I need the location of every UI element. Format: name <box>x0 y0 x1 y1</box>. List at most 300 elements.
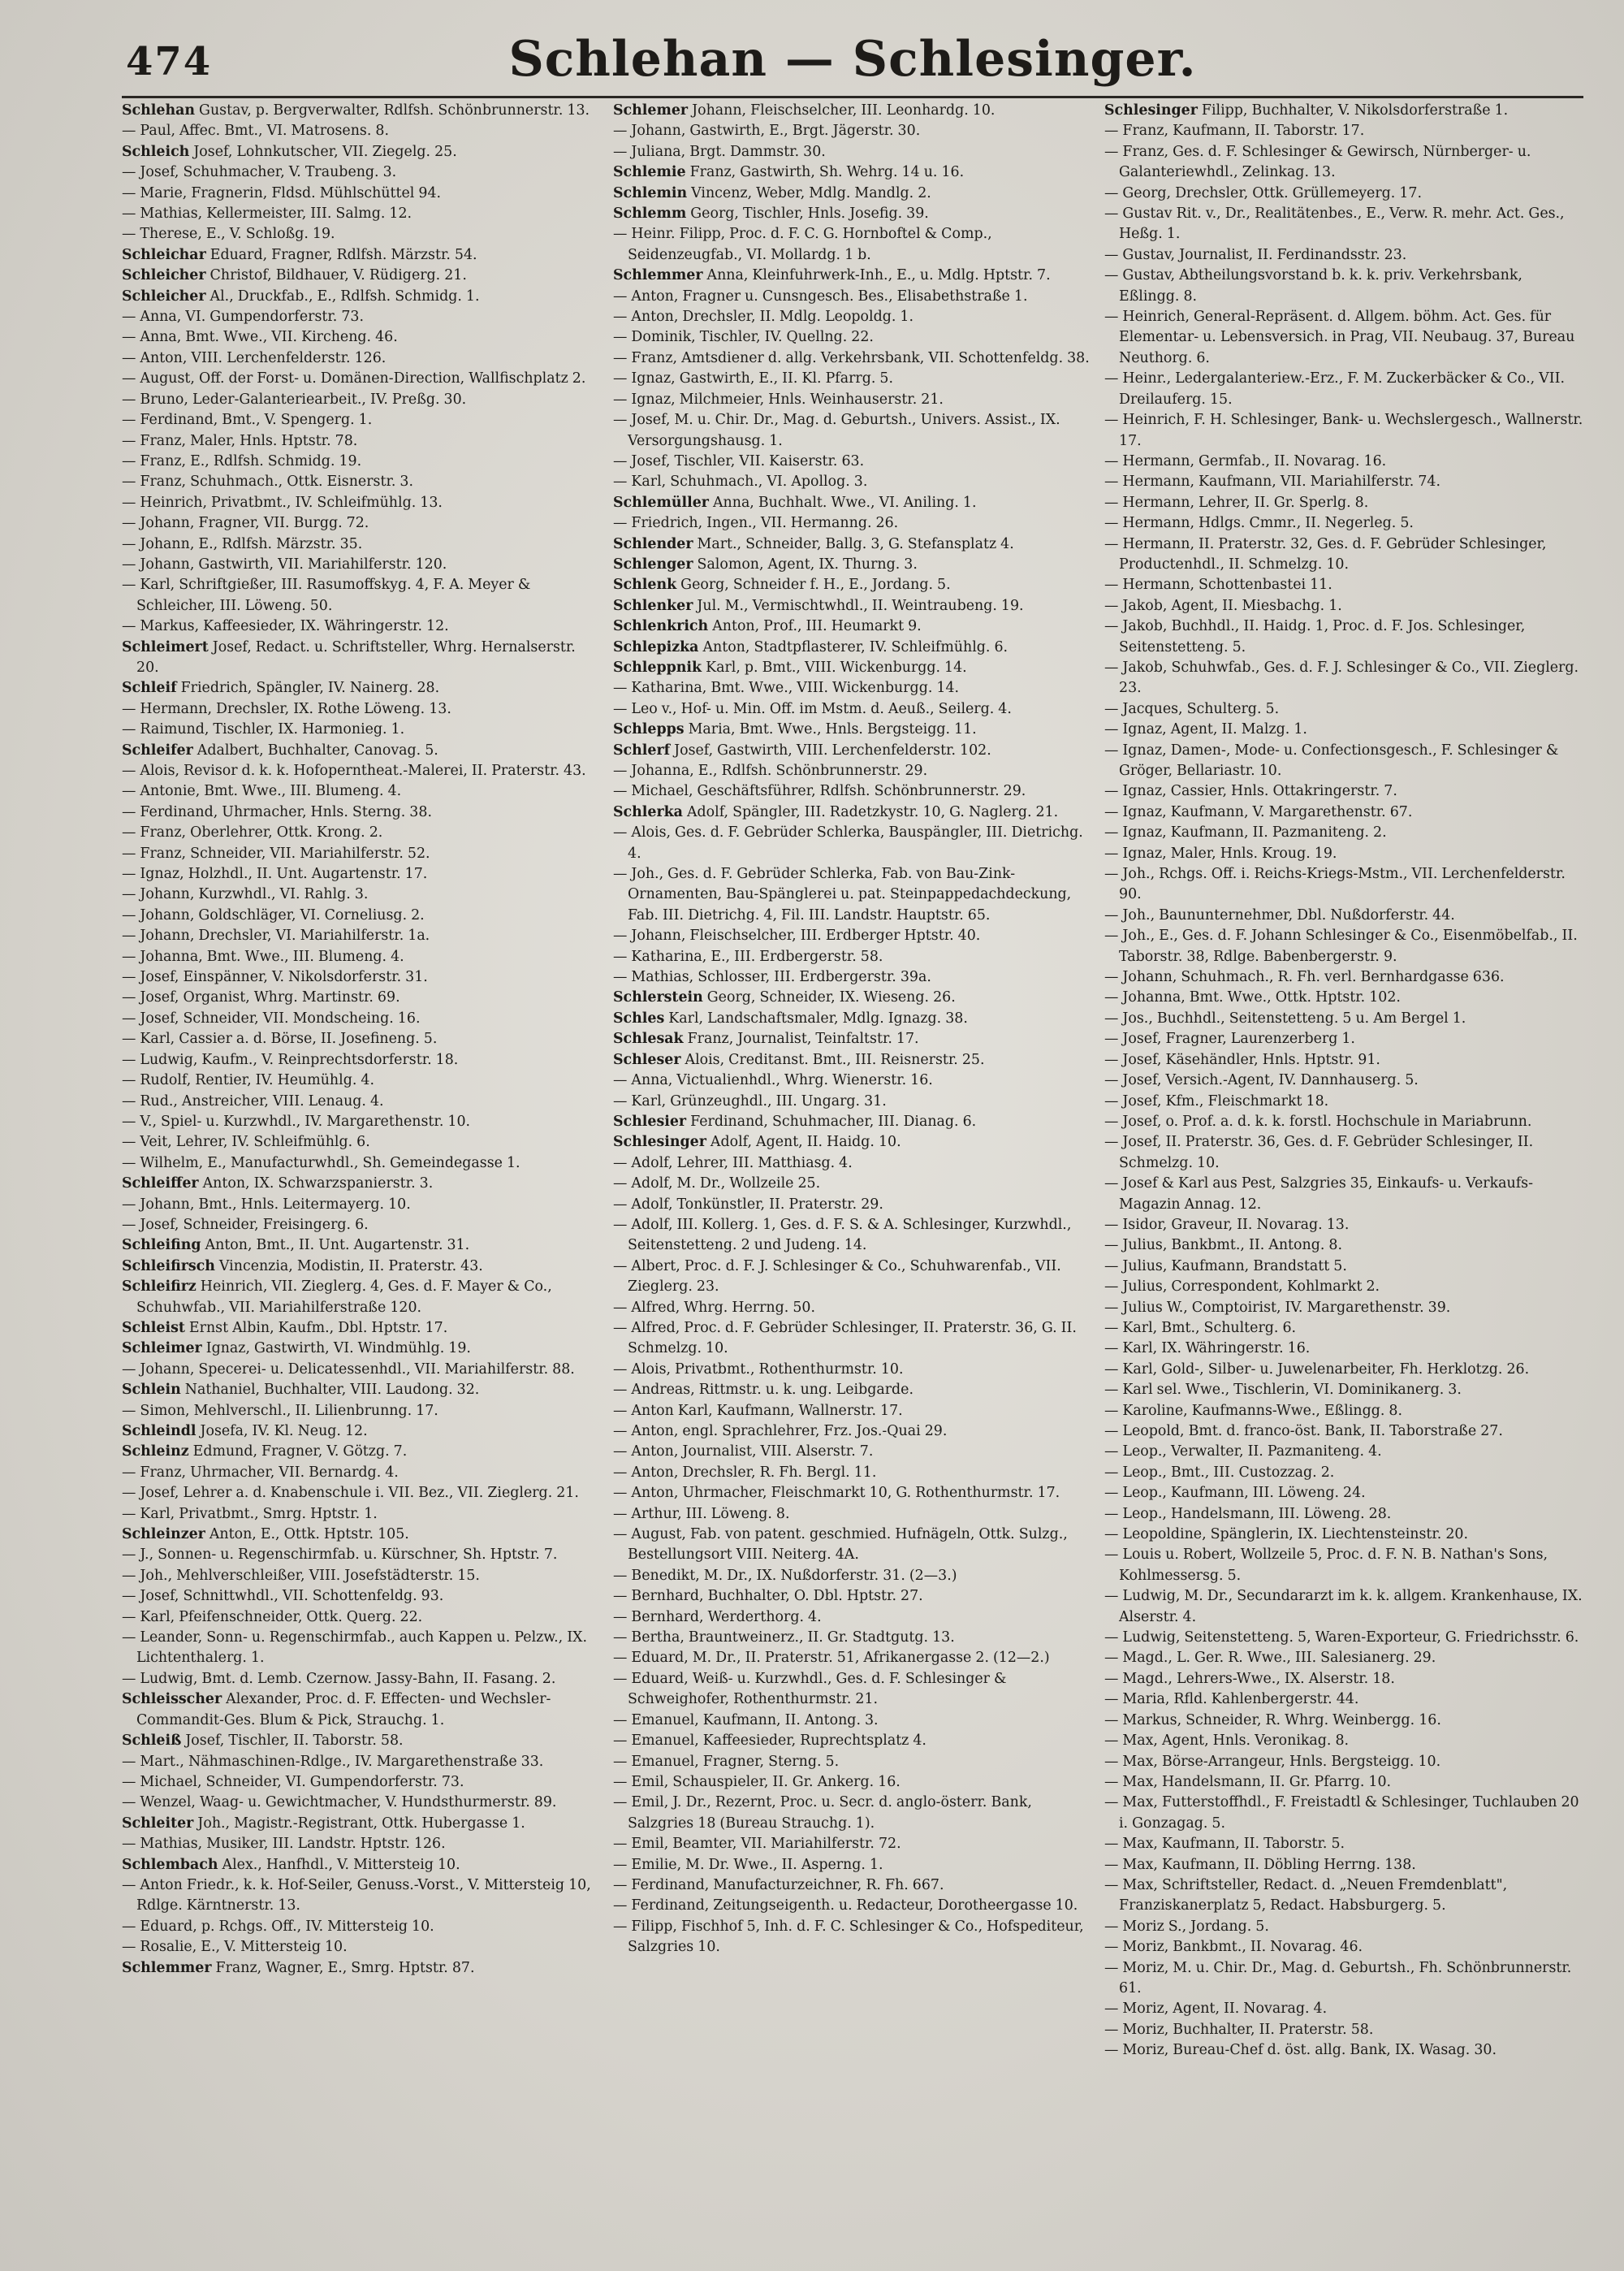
directory-entry <box>613 1834 1092 1854</box>
directory-entry <box>122 1318 601 1339</box>
directory-entry <box>1104 1050 1583 1071</box>
directory-entry <box>122 1360 601 1380</box>
directory-entry <box>1104 575 1583 595</box>
entry-text: — Ignaz, Kaufmann, V. Margarethenstr. 67. <box>1104 803 1413 820</box>
directory-entry <box>1104 1235 1583 1256</box>
directory-entry <box>122 1257 601 1277</box>
entry-text: Anna, Buchhalt. Wwe., VI. Aniling. 1. <box>708 494 977 511</box>
entry-text: — Gustav Rit. v., Dr., Realitätenbes., E., Verw. R. mehr. Act. Ges., Heßg. 1. <box>1104 205 1565 243</box>
directory-entry <box>613 184 1092 204</box>
entry-text: Maria, Bmt. Wwe., Hnls. Bergsteigg. 11. <box>684 721 977 738</box>
entry-text: — Franz, Kaufmann, II. Taborstr. 17. <box>1104 123 1365 140</box>
entry-text: — Karl, Pfeifenschneider, Ottk. Querg. 22. <box>122 1608 423 1625</box>
directory-entry <box>613 307 1092 327</box>
entry-text: — August, Off. der Forst- u. Domänen-Direction, Wallfischplatz 2. <box>122 370 586 387</box>
directory-entry <box>1104 307 1583 369</box>
directory-entry <box>613 638 1092 658</box>
entry-text: — Josef, Versich.-Agent, IV. Dannhauserg. 5. <box>1104 1072 1419 1089</box>
entry-columns <box>122 101 1583 2261</box>
entry-text: — Wilhelm, E., Manufacturwhdl., Sh. Gemeindegasse 1. <box>122 1154 520 1171</box>
directory-entry <box>1104 1401 1583 1421</box>
entry-text: — Heinrich, F. H. Schlesinger, Bank- u. Wechslergesch., Wallnerstr. 17. <box>1104 412 1583 449</box>
directory-entry <box>1104 1112 1583 1132</box>
directory-entry <box>1104 864 1583 906</box>
directory-entry <box>122 121 601 141</box>
entry-text: — Josef, Käsehändler, Hnls. Hptstr. 91. <box>1104 1051 1380 1068</box>
entry-text: — Julius, Correspondent, Kohlmarkt 2. <box>1104 1278 1380 1296</box>
running-head: Schlehan — Schlesinger. <box>508 31 1197 88</box>
entry-surname: Schleimert <box>122 638 209 655</box>
entry-surname: Schleifirz <box>122 1278 197 1296</box>
entry-text: — Alois, Revisor d. k. k. Hofoperntheat.-Malerei, II. Praterstr. 43. <box>122 763 586 779</box>
directory-entry <box>122 1834 601 1854</box>
entry-text: — Anton, Fragner u. Cunsngesch. Bes., Elisabethstraße 1. <box>613 288 1028 305</box>
directory-entry <box>613 452 1092 472</box>
entry-text: — Anton, VIII. Lerchenfelderstr. 126. <box>122 349 387 366</box>
entry-text: — Friedrich, Ingen., VII. Hermanng. 26. <box>613 515 899 532</box>
directory-entry <box>122 307 601 327</box>
entry-text: — Mart., Nähmaschinen-Rdlge., IV. Margarethenstraße 33. <box>122 1753 544 1770</box>
directory-entry <box>613 1711 1092 1731</box>
directory-entry <box>1104 1875 1583 1917</box>
directory-entry <box>1104 204 1583 245</box>
entry-text: — Ferdinand, Zeitungseigenth. u. Redacteur, Dorotheergasse 10. <box>613 1897 1078 1914</box>
directory-entry <box>1104 1772 1583 1793</box>
directory-entry <box>613 1504 1092 1525</box>
entry-text: — Ignaz, Maler, Hnls. Kroug. 19. <box>1104 845 1337 862</box>
entry-text: — Markus, Schneider, R. Whrg. Weinbergg. 16. <box>1104 1711 1441 1728</box>
entry-surname: Schleifing <box>122 1237 201 1254</box>
directory-entry <box>122 410 601 430</box>
directory-entry <box>122 1628 601 1669</box>
directory-entry <box>122 513 601 534</box>
directory-entry <box>1104 926 1583 967</box>
directory-entry <box>1104 410 1583 452</box>
entry-text: — Karl, Schuhmach., VI. Apollog. 3. <box>613 474 868 491</box>
entry-surname: Schlerka <box>613 803 683 820</box>
directory-entry <box>1104 1071 1583 1091</box>
directory-entry <box>122 802 601 823</box>
directory-entry <box>613 162 1092 183</box>
directory-entry <box>122 1112 601 1132</box>
entry-text: — Franz, Schneider, VII. Mariahilferstr. 52. <box>122 845 430 862</box>
directory-entry <box>122 906 601 926</box>
entry-text: Johann, Fleischselcher, III. Leonhardg. 10. <box>688 102 996 119</box>
entry-text: — Rudolf, Rentier, IV. Heumühlg. 4. <box>122 1072 374 1089</box>
entry-text: — Josef, Kfm., Fleischmarkt 18. <box>1104 1092 1329 1110</box>
entry-text: — Simon, Mehlverschl., II. Lilienbrunng. 17. <box>122 1402 438 1419</box>
entry-text: — Moriz, Bureau-Chef d. öst. allg. Bank, IX. Wasag. 30. <box>1104 2042 1497 2059</box>
entry-text: Adolf, Spängler, III. Radetzkystr. 10, G. Naglerg. 21. <box>682 803 1059 820</box>
entry-text: — Josef, Lehrer a. d. Knabenschule i. VII. Bez., VII. Zieglerg. 21. <box>122 1485 579 1502</box>
entry-text: — Adolf, M. Dr., Wollzeile 25. <box>613 1175 821 1192</box>
entry-text: — Alfred, Whrg. Herrng. 50. <box>613 1299 815 1316</box>
entry-text: — Heinr., Ledergalanteriew.-Erz., F. M. Zuckerbäcker & Co., VII. Dreilauferg. 15. <box>1104 370 1566 408</box>
directory-entry <box>613 1875 1092 1896</box>
directory-entry <box>1104 1092 1583 1112</box>
directory-entry <box>613 864 1092 926</box>
entry-text: — Heinr. Filipp, Proc. d. F. C. G. Hornboftel & Comp., Seidenzeugfab., VI. Mollardg. 1 b. <box>613 226 992 263</box>
directory-entry <box>1104 1689 1583 1710</box>
entry-text: — Jacques, Schulterg. 5. <box>1104 700 1280 717</box>
directory-entry <box>122 678 601 699</box>
directory-entry <box>122 1917 601 1937</box>
entry-text: — Mathias, Musiker, III. Landstr. Hptstr. 126. <box>122 1836 446 1853</box>
entry-surname: Schlehan <box>122 102 196 119</box>
directory-entry <box>122 864 601 885</box>
directory-entry <box>613 1360 1092 1380</box>
entry-text: — Isidor, Graveur, II. Novarag. 13. <box>1104 1216 1350 1233</box>
directory-entry <box>1104 741 1583 782</box>
directory-entry <box>613 1153 1092 1174</box>
entry-text: — Juliana, Brgt. Dammstr. 30. <box>613 143 826 160</box>
entry-text: — Emil, Beamter, VII. Mariahilferstr. 72. <box>613 1836 901 1853</box>
entry-text: Vincenz, Weber, Mdlg. Mandlg. 2. <box>687 184 931 201</box>
directory-entry <box>122 1875 601 1917</box>
directory-entry <box>122 1937 601 1957</box>
entry-surname: Schleichar <box>122 246 206 263</box>
directory-entry <box>613 802 1092 823</box>
entry-text: — Eduard, M. Dr., II. Praterstr. 51, Afrikanergasse 2. (12—2.) <box>613 1650 1050 1667</box>
entry-text: — Josef, Schuhmacher, V. Traubeng. 3. <box>122 164 397 181</box>
entry-text: — Ignaz, Damen-, Mode- u. Confectionsgesch., F. Schlesinger & Gröger, Bellariastr. 10. <box>1104 742 1559 779</box>
directory-entry <box>613 472 1092 492</box>
entry-text: — Bruno, Leder-Galanteriearbeit., IV. Preßg. 30. <box>122 391 467 408</box>
entry-text: — Mathias, Schlosser, III. Erdbergerstr. 39a. <box>613 969 931 986</box>
directory-entry <box>613 1917 1092 1958</box>
entry-text: — Katharina, E., III. Erdbergerstr. 58. <box>613 948 883 965</box>
directory-entry <box>122 1566 601 1586</box>
entry-text: — Joh., Rchgs. Off. i. Reichs-Kriegs-Mstm., VII. Lerchenfelderstr. 90. <box>1104 866 1566 903</box>
directory-entry <box>122 162 601 183</box>
entry-text: — Joh., E., Ges. d. F. Johann Schlesinger & Co., Eisenmöbelfab., II. Taborstr. 38, Rdlge. Babenbergerstr. 9. <box>1104 928 1578 965</box>
directory-entry <box>613 390 1092 410</box>
entry-text: — Josef, o. Prof. a. d. k. k. forstl. Hochschule in Mariabrunn. <box>1104 1113 1532 1130</box>
entry-surname: Schlerf <box>613 742 671 759</box>
entry-surname: Schleinz <box>122 1443 189 1460</box>
entry-text: — Veit, Lehrer, IV. Schleifmühlg. 6. <box>122 1134 370 1151</box>
directory-entry <box>1104 967 1583 988</box>
entry-text: — Georg, Drechsler, Ottk. Grüllemeyerg. 17. <box>1104 184 1423 201</box>
entry-text: — Therese, E., V. Schloßg. 19. <box>122 226 335 243</box>
entry-text: — Wenzel, Waag- u. Gewichtmacher, V. Hundsthurmerstr. 89. <box>122 1794 557 1811</box>
entry-text: — Johann, Goldschläger, VI. Corneliusg. 2. <box>122 906 425 924</box>
entry-text: — Karl, Gold-, Silber- u. Juwelenarbeiter, Fh. Herklotzg. 26. <box>1104 1360 1530 1378</box>
entry-text: — Gustav, Journalist, II. Ferdinandsstr. 23. <box>1104 246 1407 263</box>
directory-entry <box>1104 1958 1583 2000</box>
entry-text: — Ignaz, Agent, II. Malzg. 1. <box>1104 721 1307 738</box>
directory-entry <box>122 142 601 162</box>
entry-text: — Ignaz, Holzhdl., II. Unt. Augartenstr. 17. <box>122 866 428 883</box>
entry-text: — Adolf, Lehrer, III. Matthiasg. 4. <box>613 1154 853 1171</box>
entry-text: — V., Spiel- u. Kurzwhdl., IV. Margarethenstr. 10. <box>122 1113 471 1130</box>
entry-surname: Schlesak <box>613 1031 684 1048</box>
entry-text: — Josef, II. Praterstr. 36, Ges. d. F. Gebrüder Schlesinger, II. Schmelzg. 10. <box>1104 1134 1534 1171</box>
entry-text: — Arthur, III. Löweng. 8. <box>613 1505 790 1522</box>
entry-text: Nathaniel, Buchhalter, VIII. Laudong. 32. <box>180 1382 480 1399</box>
entry-text: — Dominik, Tischler, IV. Quellng. 22. <box>613 329 874 346</box>
entry-surname: Schleicher <box>122 288 206 305</box>
entry-text: — Ludwig, Seitenstetteng. 5, Waren-Exporteur, G. Friedrichsstr. 6. <box>1104 1629 1579 1646</box>
directory-entry <box>613 1586 1092 1607</box>
directory-entry <box>1104 245 1583 266</box>
entry-text: — Josef, Schneider, VII. Mondscheing. 16. <box>122 1010 421 1027</box>
directory-entry <box>613 1525 1092 1566</box>
entry-text: — Emanuel, Fragner, Sterng. 5. <box>613 1753 840 1770</box>
entry-text: — Johann, Fragner, VII. Burgg. 72. <box>122 515 369 532</box>
directory-entry <box>122 204 601 224</box>
entry-text: — Karl sel. Wwe., Tischlerin, VI. Dominikanerg. 3. <box>1104 1382 1462 1399</box>
directory-entry <box>613 513 1092 534</box>
directory-entry <box>613 1215 1092 1257</box>
directory-entry <box>613 1112 1092 1132</box>
directory-entry <box>613 761 1092 781</box>
entry-surname: Schleimer <box>122 1340 202 1357</box>
entry-surname: Schlemin <box>613 184 688 201</box>
directory-entry <box>122 1235 601 1256</box>
entry-text: — Josef, Schneider, Freisingerg. 6. <box>122 1216 369 1233</box>
entry-text: — Filipp, Fischhof 5, Inh. d. F. C. Schlesinger & Co., Hofspediteur, Salzgries 10. <box>613 1918 1084 1956</box>
entry-text: — Katharina, Bmt. Wwe., VIII. Wickenburgg. 14. <box>613 680 960 697</box>
entry-text: — Johann, Gastwirth, E., Brgt. Jägerstr. 30. <box>613 123 921 140</box>
entry-text: Eduard, Fragner, Rdlfsh. Märzstr. 54. <box>205 246 477 263</box>
directory-entry <box>1104 906 1583 926</box>
directory-entry <box>122 555 601 575</box>
entry-text: — Joh., Mehlverschleißer, VIII. Josefstädterstr. 15. <box>122 1567 480 1584</box>
entry-text: — Karoline, Kaufmanns-Wwe., Eßlingg. 8. <box>1104 1402 1403 1419</box>
directory-entry <box>122 638 601 679</box>
directory-entry <box>1104 1628 1583 1648</box>
entry-surname: Schleiter <box>122 1815 194 1832</box>
directory-entry <box>613 1442 1092 1462</box>
directory-entry <box>122 1504 601 1525</box>
directory-entry <box>122 1689 601 1731</box>
entry-text: Karl, p. Bmt., VIII. Wickenburgg. 14. <box>702 659 967 676</box>
entry-surname: Schleinzer <box>122 1526 205 1543</box>
directory-entry <box>613 1607 1092 1628</box>
directory-entry <box>1104 844 1583 864</box>
entry-surname: Schlemie <box>613 164 686 181</box>
entry-surname: Schlein <box>122 1382 181 1399</box>
column-3 <box>1104 101 1583 2261</box>
entry-text: — Julius, Kaufmann, Brandstatt 5. <box>1104 1257 1347 1274</box>
entry-text: — Karl, Privatbmt., Smrg. Hptstr. 1. <box>122 1505 378 1522</box>
directory-entry <box>1104 184 1583 204</box>
directory-entry <box>122 1153 601 1174</box>
entry-text: — Bernhard, Werderthorg. 4. <box>613 1608 822 1625</box>
entry-text: — Julius, Bankbmt., II. Antong. 8. <box>1104 1237 1342 1254</box>
entry-surname: Schlepizka <box>613 638 699 655</box>
entry-text: — Marie, Fragnerin, Fldsd. Mühlschüttel 94. <box>122 184 442 201</box>
entry-text: — Ignaz, Gastwirth, E., II. Kl. Pfarrg. 5. <box>613 370 893 387</box>
directory-entry <box>613 142 1092 162</box>
entry-text: — Joh., Ges. d. F. Gebrüder Schlerka, Fab. von Bau-Zink-Ornamenten, Bau-Spänglerei u. pat. Steinpappedachdeckung, Fab. III. Dietrichg. 4, Fil. III. Landstr. Hauptstr. 65. <box>613 866 1072 924</box>
directory-entry <box>1104 1586 1583 1628</box>
entry-text: Josef, Gastwirth, VIII. Lerchenfelderstr. 102. <box>670 742 991 759</box>
directory-entry <box>613 1669 1092 1711</box>
entry-surname: Schlender <box>613 535 693 552</box>
entry-text: Anton, Stadtpflasterer, IV. Schleifmühlg. 6. <box>698 638 1009 655</box>
directory-entry <box>122 534 601 555</box>
entry-text: Adolf, Agent, II. Haidg. 10. <box>706 1134 901 1151</box>
directory-entry <box>1104 369 1583 410</box>
entry-text: — Anton, Uhrmacher, Fleischmarkt 10, G. Rothenthurmstr. 17. <box>613 1485 1060 1502</box>
entry-text: — Moriz S., Jordang. 5. <box>1104 1918 1269 1935</box>
directory-entry <box>1104 1442 1583 1462</box>
entry-text: — Paul, Affec. Bmt., VI. Matrosens. 8. <box>122 123 389 140</box>
entry-text: Anton, E., Ottk. Hptstr. 105. <box>205 1526 409 1543</box>
page-number: 474 <box>126 39 213 84</box>
directory-entry <box>122 1814 601 1834</box>
entry-surname: Schleppnik <box>613 659 702 676</box>
entry-text: — Max, Futterstoffhdl., F. Freistadtl & Schlesinger, Tuchlauben 20 i. Gonzagag. 5. <box>1104 1794 1579 1832</box>
entry-surname: Schlemmer <box>613 267 703 284</box>
entry-text: — Anton, Drechsler, II. Mdlg. Leopoldg. 1. <box>613 309 914 326</box>
entry-text: — Johanna, Bmt. Wwe., Ottk. Hptstr. 102. <box>1104 989 1401 1006</box>
directory-entry <box>613 348 1092 369</box>
entry-surname: Schlesier <box>613 1113 687 1130</box>
directory-entry <box>613 327 1092 348</box>
directory-entry <box>613 555 1092 575</box>
entry-text: Karl, Landschaftsmaler, Mdlg. Ignazg. 38. <box>664 1010 968 1027</box>
entry-surname: Schleicher <box>122 267 206 284</box>
entry-text: — Leop., Kaufmann, III. Löweng. 24. <box>1104 1485 1366 1502</box>
directory-entry <box>122 1401 601 1421</box>
entry-text: — Max, Börse-Arrangeur, Hnls. Bergsteigg. 10. <box>1104 1753 1441 1770</box>
directory-entry <box>1104 1483 1583 1503</box>
entry-surname: Schlemer <box>613 102 689 119</box>
entry-text: Filipp, Buchhalter, V. Nikolsdorferstraße 1. <box>1197 102 1509 119</box>
entry-text: — Ignaz, Cassier, Hnls. Ottakringerstr. 7. <box>1104 783 1397 800</box>
directory-entry <box>613 741 1092 761</box>
directory-entry <box>1104 823 1583 843</box>
entry-text: Josef, Redact. u. Schriftsteller, Whrg. Hernalserstr. 20. <box>136 638 576 676</box>
entry-text: — Franz, Schuhmach., Ottk. Eisnerstr. 3. <box>122 474 414 491</box>
entry-surname: Schlenkrich <box>613 618 709 635</box>
entry-text: — Mathias, Kellermeister, III. Salmg. 12. <box>122 205 412 223</box>
directory-entry <box>122 1731 601 1751</box>
entry-surname: Schlemmer <box>122 1959 212 1976</box>
entry-text: — Hermann, Hdlgs. Cmmr., II. Negerleg. 5. <box>1104 515 1414 532</box>
entry-text: — Jakob, Schuhwfab., Ges. d. F. J. Schlesinger & Co., VII. Zieglerg. 23. <box>1104 659 1579 697</box>
entry-text: — Johann, Drechsler, VI. Mariahilferstr. 1a. <box>122 928 430 945</box>
directory-entry <box>1104 1731 1583 1751</box>
entry-text: — Anna, Bmt. Wwe., VII. Kircheng. 46. <box>122 329 398 346</box>
directory-entry <box>122 844 601 864</box>
directory-entry <box>122 1050 601 1071</box>
directory-entry <box>613 1648 1092 1668</box>
directory-entry <box>613 534 1092 555</box>
entry-text: — Johann, Kurzwhdl., VI. Rahlg. 3. <box>122 886 369 903</box>
entry-text: — Ferdinand, Uhrmacher, Hnls. Sterng. 38. <box>122 803 432 820</box>
directory-entry <box>1104 142 1583 184</box>
directory-entry <box>1104 1545 1583 1586</box>
entry-text: Georg, Schneider f. H., E., Jordang. 5. <box>676 577 951 594</box>
entry-text: Alexander, Proc. d. F. Effecten- und Wechsler-Commandit-Ges. Blum & Pick, Strauchg. 1. <box>136 1691 551 1728</box>
directory-entry <box>122 1277 601 1318</box>
page-header <box>126 31 1579 104</box>
entry-text: — Joh., Baununternehmer, Dbl. Nußdorferstr. 44. <box>1104 906 1455 924</box>
directory-entry <box>122 1607 601 1628</box>
entry-text: — Josef & Karl aus Pest, Salzgries 35, Einkaufs- u. Verkaufs-Magazin Annag. 12. <box>1104 1175 1533 1213</box>
entry-text: — Moriz, Bankbmt., II. Novarag. 46. <box>1104 1939 1363 1956</box>
directory-entry <box>1104 1711 1583 1731</box>
entry-surname: Schleiffer <box>122 1175 199 1192</box>
entry-text: — Hermann, Germfab., II. Novarag. 16. <box>1104 452 1387 469</box>
directory-entry <box>613 575 1092 595</box>
entry-text: — Leo v., Hof- u. Min. Off. im Mstm. d. Aeuß., Seilerg. 4. <box>613 700 1012 717</box>
directory-entry <box>122 947 601 967</box>
entry-text: — Karl, Bmt., Schulterg. 6. <box>1104 1319 1297 1336</box>
entry-text: Adalbert, Buchhalter, Canovag. 5. <box>192 742 438 759</box>
directory-entry <box>1104 1360 1583 1380</box>
entry-text: Mart., Schneider, Ballg. 3, G. Stefansplatz 4. <box>693 535 1014 552</box>
entry-text: — Leop., Verwalter, II. Pazmaniteng. 4. <box>1104 1443 1382 1460</box>
directory-entry <box>1104 1257 1583 1277</box>
entry-text: — Hermann, II. Praterstr. 32, Ges. d. F. Gebrüder Schlesinger, Productenhdl., II. Schmelzg. 10. <box>1104 535 1547 573</box>
directory-entry <box>613 1380 1092 1400</box>
entry-text: — Josef, Tischler, VII. Kaiserstr. 63. <box>613 452 865 469</box>
directory-entry <box>1104 988 1583 1008</box>
entry-text: — Ferdinand, Manufacturzeichner, R. Fh. 667. <box>613 1876 944 1893</box>
entry-text: Gustav, p. Bergverwalter, Rdlfsh. Schönbrunnerstr. 13. <box>195 102 590 119</box>
directory-entry <box>122 348 601 369</box>
entry-text: — Johann, Gastwirth, VII. Mariahilferstr. 120. <box>122 556 447 573</box>
entry-text: — Emil, J. Dr., Rezernt, Proc. u. Secr. d. anglo-österr. Bank, Salzgries 18 (Bureau Strauchg. 1). <box>613 1794 1032 1832</box>
directory-entry <box>613 493 1092 513</box>
directory-entry <box>613 1731 1092 1751</box>
entry-text: — Rud., Anstreicher, VIII. Lenaug. 4. <box>122 1092 384 1110</box>
entry-text: — Magd., Lehrers-Wwe., IX. Alserstr. 18. <box>1104 1670 1395 1687</box>
entry-text: — Max, Schriftsteller, Redact. d. „Neuen Fremdenblatt", Franziskanerplatz 5, Redact. Habsburgerg. 5. <box>1104 1876 1508 1914</box>
directory-entry <box>613 781 1092 802</box>
directory-entry <box>1104 1215 1583 1235</box>
directory-entry <box>1104 1669 1583 1689</box>
directory-entry <box>122 1442 601 1462</box>
directory-entry <box>613 1174 1092 1194</box>
entry-text: — Anton Karl, Kaufmann, Wallnerstr. 17. <box>613 1402 903 1419</box>
directory-entry <box>613 1132 1092 1153</box>
directory-entry <box>1104 802 1583 823</box>
entry-text: — Josef, Organist, Whrg. Martinstr. 69. <box>122 989 400 1006</box>
entry-text: — Markus, Kaffeesieder, IX. Währingerstr. 12. <box>122 618 449 635</box>
directory-entry <box>613 1421 1092 1442</box>
entry-surname: Schlenker <box>613 597 693 614</box>
directory-entry <box>122 988 601 1008</box>
directory-entry <box>122 472 601 492</box>
entry-surname: Schlemm <box>613 205 687 223</box>
directory-entry <box>122 245 601 266</box>
entry-surname: Schlembach <box>122 1856 218 1873</box>
header-rule <box>122 96 1583 98</box>
directory-entry <box>613 121 1092 141</box>
directory-entry <box>1104 1917 1583 1937</box>
directory-entry <box>613 410 1092 452</box>
directory-entry <box>1104 1277 1583 1297</box>
entry-text: — Johanna, Bmt. Wwe., III. Blumeng. 4. <box>122 948 404 965</box>
directory-entry <box>1104 1834 1583 1854</box>
directory-entry <box>122 266 601 286</box>
entry-text: — Johann, Schuhmach., R. Fh. verl. Bernhardgasse 636. <box>1104 969 1505 986</box>
entry-surname: Schleisscher <box>122 1691 222 1708</box>
entry-surname: Schleifirsch <box>122 1257 215 1274</box>
directory-entry <box>613 1257 1092 1298</box>
directory-entry <box>613 101 1092 121</box>
directory-entry <box>122 369 601 389</box>
directory-entry <box>613 1855 1092 1875</box>
directory-entry <box>1104 1648 1583 1668</box>
column-2 <box>613 101 1092 2261</box>
